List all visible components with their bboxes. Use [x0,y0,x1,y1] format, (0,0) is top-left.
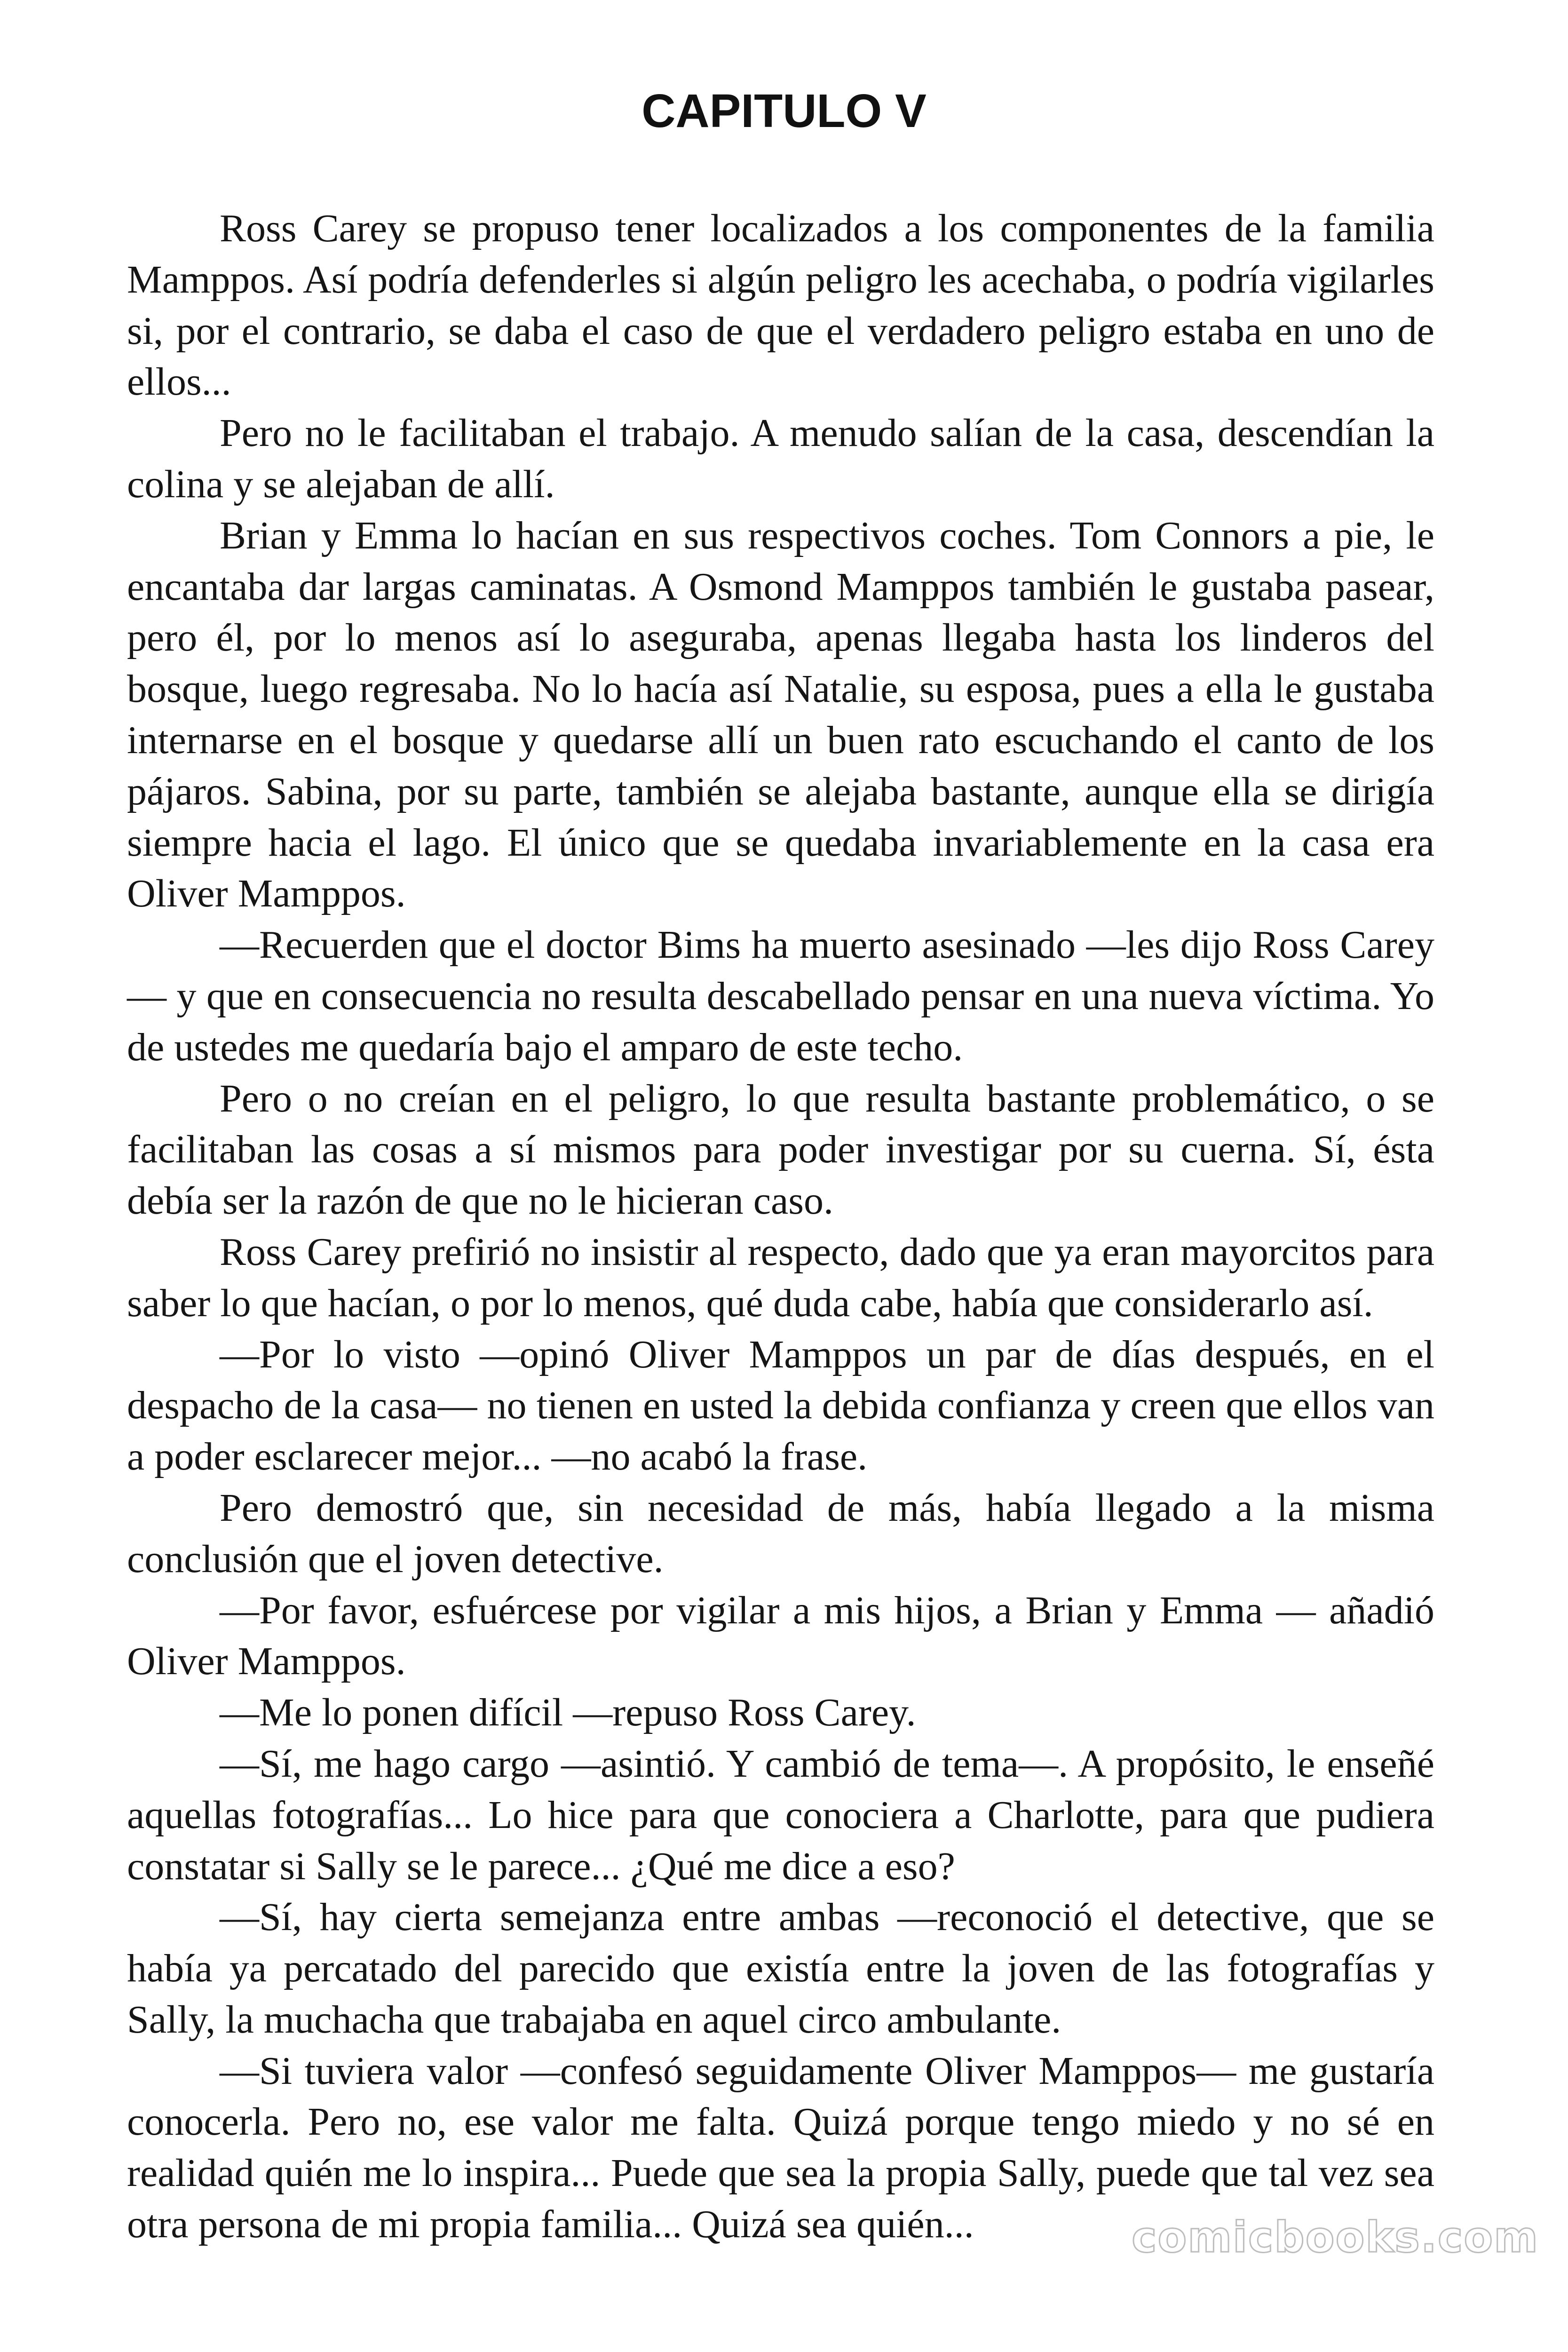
paragraph: Ross Carey se propuso tener localizados a los componentes de la familia Mamppos. Así podría defenderles si algún peligro les acechaba, o podría vigilarles si, por el contrario, se daba el caso de que el verdadero peligro estaba en uno de ellos... [127,207,1434,404]
paragraph: Pero no le facilitaban el trabajo. A menudo salían de la casa, descendían la colina y se alejaban de allí. [127,411,1434,506]
paragraph: Pero o no creían en el peligro, lo que resulta bastante problemático, o se facilitaban las cosas a sí mismos para poder investigar por su cuerna. Sí, ésta debía ser la razón de que no le hicieran caso. [127,1076,1434,1223]
paragraph: —Recuerden que el doctor Bims ha muerto asesinado —les dijo Ross Carey— y que en consecuencia no resulta descabellado pensar en una nueva víctima. Yo de ustedes me quedaría bajo el amparo de este techo. [127,923,1434,1069]
paragraph: —Sí, me hago cargo —asintió. Y cambió de tema—. A propósito, le enseñé aquellas fotografías... Lo hice para que conociera a Charlotte, para que pudiera constatar si Sally se le parece... ¿Qué me dice a eso? [127,1741,1434,1888]
watermark: comicbooks.com [1132,2213,1539,2262]
paragraph: Pero demostró que, sin necesidad de más, había llegado a la misma conclusión que el joven detective. [127,1486,1434,1581]
paragraph: —Si tuviera valor —confesó seguidamente Oliver Mamppos— me gustaría conocerla. Pero no, ese valor me falta. Quizá porque tengo miedo y no sé en realidad quién me lo inspira... Puede que sea la propia Sally, puede que tal vez sea otra persona de mi propia familia... Quizá sea quién... [127,2049,1434,2247]
paragraph: —Por lo visto —opinó Oliver Mamppos un par de días después, en el despacho de la casa— no tienen en usted la debida confianza y creen que ellos van a poder esclarecer mejor... —no acabó la frase. [127,1332,1434,1479]
paragraph: Ross Carey prefirió no insistir al respecto, dado que ya eran mayorcitos para saber lo que hacían, o por lo menos, qué duda cabe, había que considerarlo así. [127,1230,1434,1325]
paragraph: Brian y Emma lo hacían en sus respectivos coches. Tom Connors a pie, le encantaba dar largas caminatas. A Osmond Mamppos también le gustaba pasear, pero él, por lo menos así lo aseguraba, apenas llegaba hasta los linderos del bosque, luego regresaba. No lo hacía así Natalie, su esposa, pues a ella le gustaba internarse en el bosque y quedarse allí un buen rato escuchando el canto de los pájaros. Sabina, por su parte, también se alejaba bastante, aunque ella se dirigía siempre hacia el lago. El único que se quedaba invariablemente en la casa era Oliver Mamppos. [127,513,1434,916]
chapter-body [127,203,1434,2250]
paragraph: —Sí, hay cierta semejanza entre ambas —reconoció el detective, que se había ya percatado del parecido que existía entre la joven de las fotografías y Sally, la muchacha que trabajaba en aquel circo ambulante. [127,1895,1434,2042]
paragraph: —Por favor, esfuércese por vigilar a mis hijos, a Brian y Emma — añadió Oliver Mamppos. [127,1588,1434,1684]
paragraph: —Me lo ponen difícil —repuso Ross Carey. [220,1691,916,1735]
chapter-title: CAPITULO V [641,85,927,137]
